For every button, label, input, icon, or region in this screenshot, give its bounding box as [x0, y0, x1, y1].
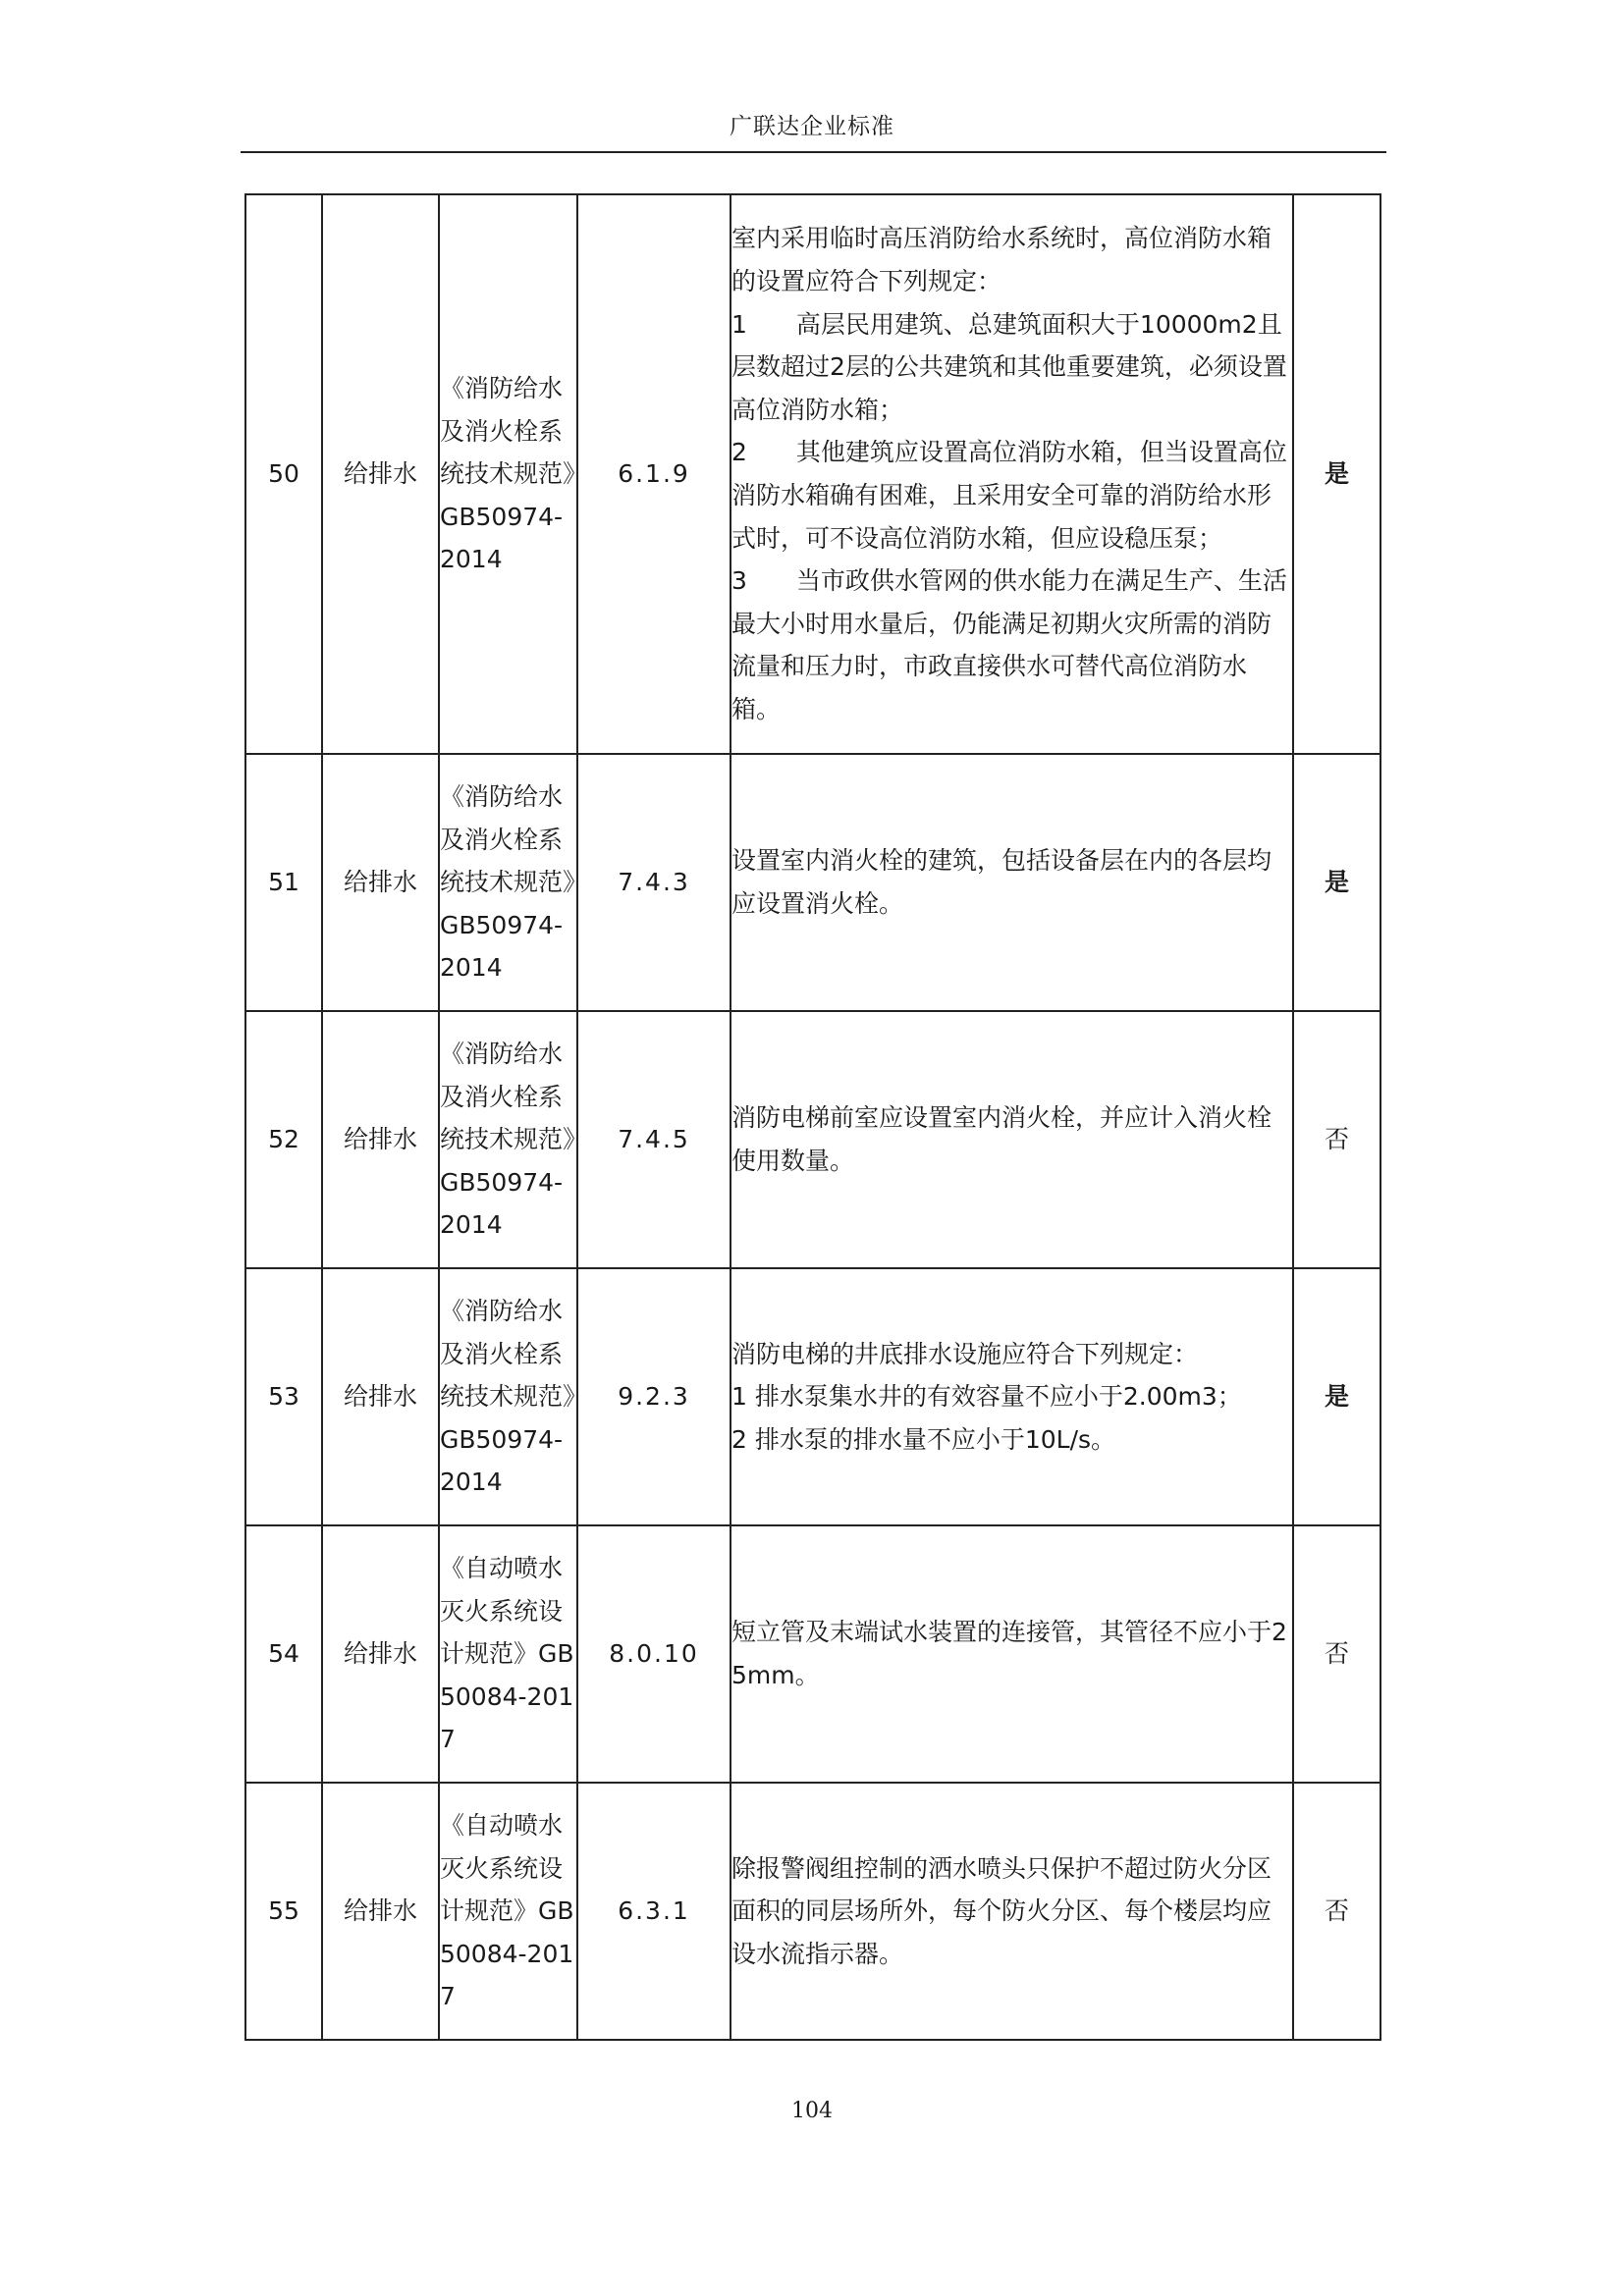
provision-line: 2 其他建筑应设置高位消防水箱，但当设置高位消防水箱确有困难，且采用安全可靠的消防给水形式时，可不设高位消防水箱，但应设稳压泵； — [731, 438, 1287, 553]
provision-line: 室内采用临时高压消防给水系统时，高位消防水箱的设置应符合下列规定： — [731, 224, 1272, 296]
row-provision — [731, 1525, 1293, 1783]
row-clause: 7.4.3 — [577, 754, 731, 1011]
row-standard: 《消防给水及消火栓系统技术规范》GB50974-2014 — [439, 1268, 577, 1525]
row-standard: 《自动喷水灭火系统设计规范》GB50084-2017 — [439, 1783, 577, 2040]
provision-line: 消防电梯前室应设置室内消火栓，并应计入消火栓使用数量。 — [731, 1103, 1272, 1175]
standards-table — [244, 193, 1381, 2041]
provision-line: 除报警阀组控制的洒水喷头只保护不超过防火分区面积的同层场所外，每个防火分区、每个楼层均应设水流指示器。 — [731, 1853, 1272, 1968]
row-number: 50 — [245, 194, 322, 754]
row-category: 给排水 — [322, 1011, 439, 1268]
provision-line: 设置室内消火栓的建筑，包括设备层在内的各层均应设置消火栓。 — [731, 846, 1272, 918]
row-provision — [731, 194, 1293, 754]
header-rule — [241, 151, 1386, 153]
table-row — [245, 1783, 1380, 2040]
provision-line: 1 排水泵集水井的有效容量不应小于2.00m3； — [731, 1382, 1242, 1412]
row-standard: 《自动喷水灭火系统设计规范》GB50084-2017 — [439, 1525, 577, 1783]
row-mandatory-flag: 是 — [1293, 1268, 1380, 1525]
provision-line: 2 排水泵的排水量不应小于10L/s。 — [731, 1424, 1116, 1454]
row-clause: 6.3.1 — [577, 1783, 731, 2040]
row-clause: 6.1.9 — [577, 194, 731, 754]
provision-line: 1 高层民用建筑、总建筑面积大于10000m2且层数超过2层的公共建筑和其他重要建筑，必须设置高位消防水箱； — [731, 309, 1287, 424]
table-row — [245, 1011, 1380, 1268]
row-category: 给排水 — [322, 754, 439, 1011]
table-row — [245, 754, 1380, 1011]
row-category: 给排水 — [322, 1268, 439, 1525]
row-category: 给排水 — [322, 1783, 439, 2040]
row-category: 给排水 — [322, 1525, 439, 1783]
provision-line: 消防电梯的井底排水设施应符合下列规定： — [731, 1339, 1199, 1368]
row-provision — [731, 1268, 1293, 1525]
row-number: 54 — [245, 1525, 322, 1783]
page-header-title: 广联达企业标准 — [730, 114, 894, 139]
row-provision — [731, 1011, 1293, 1268]
row-mandatory-flag: 否 — [1293, 1525, 1380, 1783]
row-clause: 8.0.10 — [577, 1525, 731, 1783]
row-mandatory-flag: 是 — [1293, 754, 1380, 1011]
row-number: 51 — [245, 754, 322, 1011]
row-number: 52 — [245, 1011, 322, 1268]
row-standard: 《消防给水及消火栓系统技术规范》GB50974-2014 — [439, 194, 577, 754]
row-provision — [731, 754, 1293, 1011]
row-clause: 7.4.5 — [577, 1011, 731, 1268]
table-row — [245, 1525, 1380, 1783]
row-provision — [731, 1783, 1293, 2040]
row-mandatory-flag: 否 — [1293, 1011, 1380, 1268]
row-category: 给排水 — [322, 194, 439, 754]
row-standard: 《消防给水及消火栓系统技术规范》GB50974-2014 — [439, 754, 577, 1011]
row-mandatory-flag: 否 — [1293, 1783, 1380, 2040]
table-row — [245, 1268, 1380, 1525]
row-clause: 9.2.3 — [577, 1268, 731, 1525]
row-mandatory-flag: 是 — [1293, 194, 1380, 754]
row-standard: 《消防给水及消火栓系统技术规范》GB50974-2014 — [439, 1011, 577, 1268]
row-number: 53 — [245, 1268, 322, 1525]
row-number: 55 — [245, 1783, 322, 2040]
page-number: 104 — [791, 2099, 833, 2123]
provision-line: 短立管及末端试水装置的连接管，其管径不应小于25mm。 — [731, 1618, 1287, 1689]
provision-line: 3 当市政供水管网的供水能力在满足生产、生活最大小时用水量后，仍能满足初期火灾所需的消防流量和压力时，市政直接供水可替代高位消防水箱。 — [731, 566, 1287, 723]
table-row — [245, 194, 1380, 754]
